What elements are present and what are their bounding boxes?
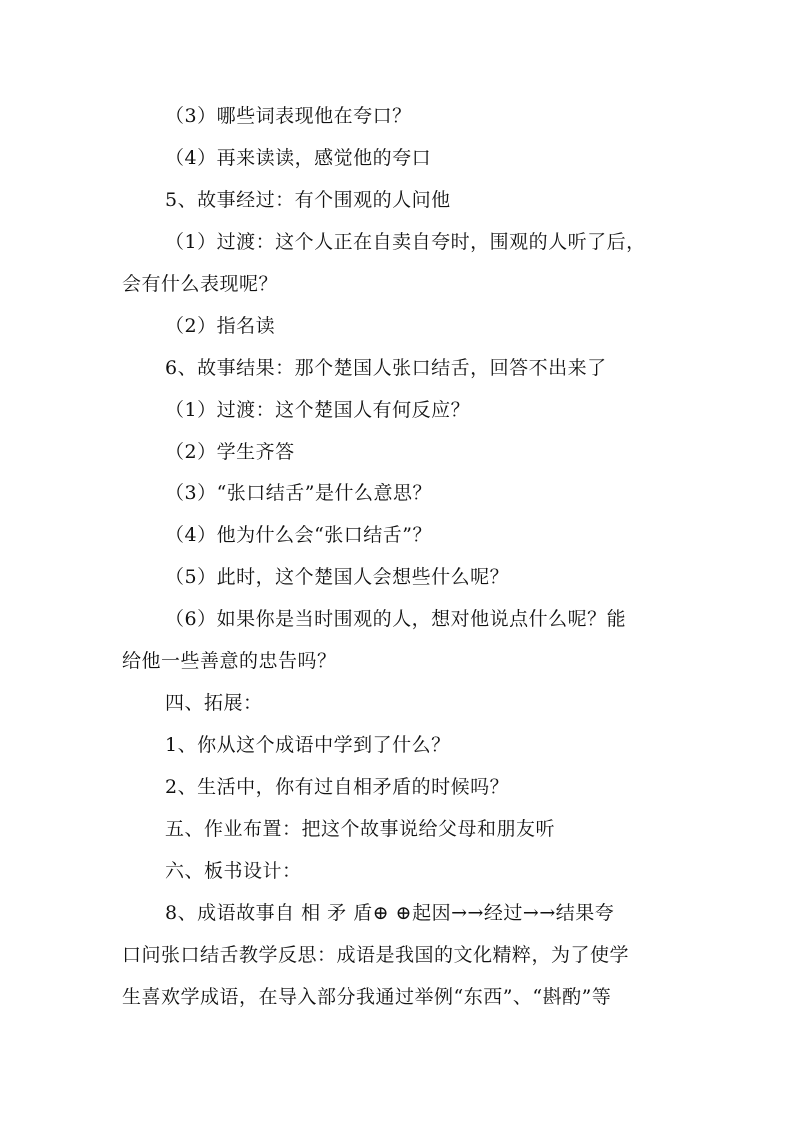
text-line: （5）此时，这个楚国人会想些什么呢？ bbox=[165, 566, 510, 588]
text-line: 四、拓展： bbox=[165, 692, 263, 714]
text-line: 5、故事经过：有个围观的人问他 bbox=[165, 189, 451, 211]
text-line: 给他一些善意的忠告吗？ bbox=[122, 650, 337, 672]
text-line: 生喜欢学成语，在导入部分我通过举例“东西”、“斟酌”等 bbox=[122, 986, 612, 1008]
text-line: （2）指名读 bbox=[165, 315, 276, 337]
text-line: 1、你从这个成语中学到了什么？ bbox=[165, 734, 451, 756]
text-line: （3）“张口结舌”是什么意思？ bbox=[165, 482, 433, 504]
text-line: 口问张口结舌教学反思：成语是我国的文化精粹，为了使学 bbox=[122, 944, 630, 966]
text-line: （2）学生齐答 bbox=[165, 441, 295, 463]
text-line: （6）如果你是当时围观的人，想对他说点什么呢？能 bbox=[165, 608, 627, 630]
text-line: 2、生活中，你有过自相矛盾的时候吗？ bbox=[165, 776, 510, 798]
text-line: （4）他为什么会“张口结舌”？ bbox=[165, 524, 433, 546]
text-line: （4）再来读读，感觉他的夸口 bbox=[165, 147, 432, 169]
text-line: （1）过渡：这个人正在自卖自夸时，围观的人听了后， bbox=[165, 231, 646, 253]
text-line: （3）哪些词表现他在夸口？ bbox=[165, 105, 412, 127]
text-line: 六、板书设计： bbox=[165, 860, 302, 882]
text-line: 8、成语故事自 相 矛 盾⊕ ⊕起因→→经过→→结果夸 bbox=[165, 902, 615, 924]
text-line: 6、故事结果：那个楚国人张口结舌，回答不出来了 bbox=[165, 357, 607, 379]
text-line: 会有什么表现呢？ bbox=[122, 273, 279, 295]
text-line: 五、作业布置：把这个故事说给父母和朋友听 bbox=[165, 818, 556, 840]
text-line: （1）过渡：这个楚国人有何反应？ bbox=[165, 399, 471, 421]
